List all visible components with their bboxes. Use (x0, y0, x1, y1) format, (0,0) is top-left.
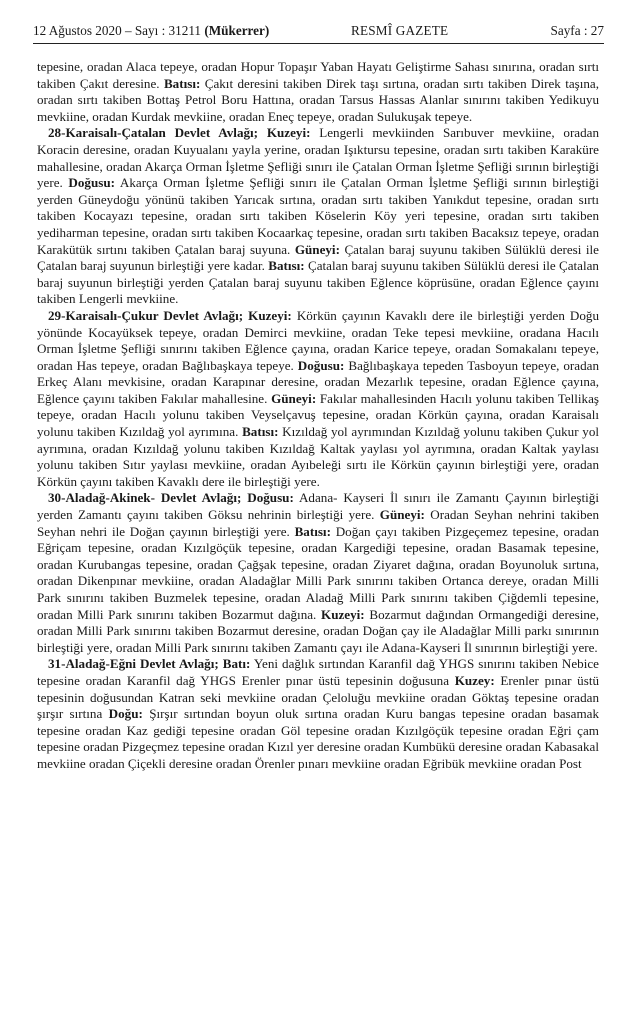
west-text: Yeni dağlık sırtından Karanfil dağ YHGS sınırını takiben Nebice tepesine oradan Karanfil dağ YHGS Erenler pınar üstü tepesinin doğusuna (37, 656, 599, 688)
west-label: Batısı: (242, 424, 279, 440)
north-text: Erenler pınar üstü tepesinin doğusundan Katran seki mevkiine oradan Çeloluğu mevkiine oradan Göktaş tepesine oradan şırşır sırtına (37, 672, 599, 722)
south-label: Güneyi: (294, 241, 340, 257)
west-text: Çakıt deresini takiben Direk taşı sırtına, oradan sırtı takiben Direk taşına, oradan sırtı takiben Bottaş Petrol Boru Hattına, oradan Tarsus Hassas Alanlar sınırını takiben Yedikuyu mevkiine, oradan Kurdak mevkiine, oradan Eneç tepeye, oradan Sulukuşak tepeye. (37, 75, 600, 124)
south-label: Güneyi: (271, 390, 317, 406)
west-label: Batısı: (163, 75, 201, 91)
west-text: Çatalan baraj suyunu takiben Sülüklü deresi ile Çatalan baraj suyunun birleştiği yerden Çatalan baraj suyunu takiben Eğlence köprüsüne, oradan Eğlence çayını takiben Lengerli mevkiine. (37, 258, 599, 307)
page-header (33, 22, 604, 42)
west-label: Batısı: (294, 523, 331, 539)
south-text: Oradan Seyhan nehrini takiben Seyhan nehri ile Doğan çayının birleştiği yere. (37, 507, 600, 539)
north-text: Körkün çayının Kavaklı dere ile birleştiği yerden Doğu yönünde Kocayüksek tepeye, oradan Demirci mevkiine, oradan Teke tepesi mevkiine, oradana Hacılı Orman İşletme Şefliği sınırını takiben Eğlence çayına, oradan Karice tepeye, oradan Somakalanı tepeye, oradan Has tepeye, oradan Bağlıbaşkaya tepeye. (37, 307, 600, 373)
north-text: Lengerli mevkiinden Sarıbuver mevkiine, oradan Koracin deresine, oradan Kuyualanı yayla yerine, oradan Işıktursu tepesine, oradan sırtı takiben Karaküre mahallesine, oradan Akarça Orman İşletme Şefliği sınırı ile Çatalan Orman İşletme Şefliği sırının birleştiği yere. (37, 125, 600, 191)
article-body (37, 59, 599, 773)
west-text: Kızıldağ yol ayrımından Kızıldağ yolunu takiben Çukur yol ayrımına, oradan Kızıldağ yolunu takiben Kızıldağ Kaltak yaylası yol ayrımına, oradan Kaltak yaylası yolunu takiben Sıtır yaylası mevkiine, oradan Ayıbeleği sırtı ile Körkün çayının birleştiği yere, oradan Körkün çayını takiben Kavaklı dere ile birleştiği yere. (37, 424, 600, 489)
paragraph-29 (37, 308, 599, 491)
east-text: Şırşır sırtından boyun oluk sırtına oradan Kuru bangas tepesine oradan basamak tepesine oradan Kaz gediği tepesine oradan Göl tepesine oradan Kızılgöçük tepesine oradan Eğri çam tepesine oradan Pizgeçmez tepesine oradan Kızıl yer deresine oradan Kumbükü deresine oradan Kabasakal mevkiine oradan Çiçekli deresine oradan Örenler pınarı mevkiine oradan Eğribük mevkiine oradan Post (37, 706, 599, 771)
west-text: Doğan çayı takiben Pizgeçemez tepesine, oradan Eğriçam tepesine, oradan Kızılgöçük tepesine, oradan Kargediği tepesine, oradan Basamak tepesine, oradan Kurubangas tepesine, oradan Çağşak tepesine, oradan Ziyaret dağına, oradan Boyunoluk sırtına, oradan Dikenpınar mevkiine, oradan Aladağlar Milli Park sınırını takiben Ortanca dereye, oradan Milli Park sınırını takiben Buzmelek tepesine, oradan Aladağ Milli Park sınırını takiben Çiğdemli tepesine, oradan Milli Park sınırını takiben Bozarmut dağına. (37, 523, 599, 622)
east-text: Akarça Orman İşletme Şefliği sınırı ile Çatalan Orman İşletme Şefliği sırının birleştiği yerden Güneydoğu yönünü takiben Yarıcak sırtına, oradan sırtı takiben Yanıkdut tepesine, oradan sırtı takiben Kocayazı tepesine, oradan sırtı takiben Köselerin Köy yeri tepesine, oradan sırtı takiben yediharman tepesine, oradan sırtı takiben Kocaarkaç tepesine, oradan sırtı takiben Bacaksız tepeye, oradan Karakütük sırtını takiben Çatalan baraj suyuna. (37, 175, 599, 257)
header-rule (33, 43, 604, 44)
edition-label: (Mükerrer) (204, 23, 270, 38)
paragraph-30 (37, 490, 599, 656)
section-title: 29-Karaisalı-Çukur Devlet Avlağı; (48, 307, 244, 323)
issue-info (33, 22, 269, 40)
east-label: Doğusu: (247, 490, 294, 506)
east-text: Adana- Kayseri İl sınırı ile Zamantı Çayının birleştiği yerden Zamantı çayını takiben Göksu nehrinin birleştiği yere. (37, 490, 599, 523)
north-label: Kuzeyi: (321, 606, 365, 622)
gazette-name: RESMÎ GAZETE (351, 23, 449, 38)
section-title: 31-Aladağ-Eğni Devlet Avlağı; (48, 656, 219, 672)
section-title: 30-Aladağ-Akinek- Devlet Avlağı; (48, 490, 242, 506)
east-text: Bağlıbaşkaya tepeden Tasboyun tepeye, oradan Erkeç Alanı mevkisine, oradan Karapınar deresine, oradan Mezarlık tepesine, oradan Eğlence çayına, Eğlence çayını takiben Fakılar mahallesine. (37, 357, 599, 406)
north-text: Bozarmut dağından Ormangediği deresine, oradan Milli Park sınırını takiben Bozarmut deresine, oradan Doğan çay ile Aladağlar Milli parkı sınırının birleştiği yere, oradan Milli Park sınırını takiben Zamantı çayı ile Adana-Kayseri İl sınırının birleştiği yere. (37, 606, 600, 655)
north-label: Kuzeyi: (266, 125, 311, 141)
west-label: Batısı: (268, 258, 305, 274)
paragraph-31 (37, 656, 599, 772)
north-label: Kuzey: (454, 672, 495, 688)
east-label: Doğusu: (68, 175, 115, 191)
east-label: Doğu: (108, 706, 143, 722)
page-number: Sayfa : 27 (550, 23, 604, 38)
south-text: Çatalan baraj suyunu takiben Sülüklü deresi ile Çatalan baraj suyunun birleştiği yere kadar. (37, 241, 599, 274)
issue-date-number: 12 Ağustos 2020 – Sayı : 31211 (33, 23, 202, 38)
west-label: Batı: (222, 656, 251, 672)
south-label: Güneyi: (379, 507, 425, 523)
paragraph-28 (37, 125, 599, 308)
north-label: Kuzeyi: (248, 307, 292, 323)
section-title: 28-Karaisalı-Çatalan Devlet Avlağı; (48, 125, 259, 141)
paragraph-27-continuation (37, 59, 599, 125)
east-label: Doğusu: (297, 357, 345, 373)
south-text: Fakılar mahallesinden Hacılı yolunu takiben Tellikaş tepeye, oradan Hacılı yolunu takiben Veyselçavuş tepesine, oradan Körkün çayına, oradan Karaisalı yolunu takiben Kızıldağ yol ayrımına. (37, 390, 600, 440)
continuation-text: tepesine, oradan Alaca tepeye, oradan Hopur Topaşır Yaban Hayatı Geliştirme Sahası sınırına, oradan sırtı takiben Çakıt deresine. (37, 59, 599, 91)
